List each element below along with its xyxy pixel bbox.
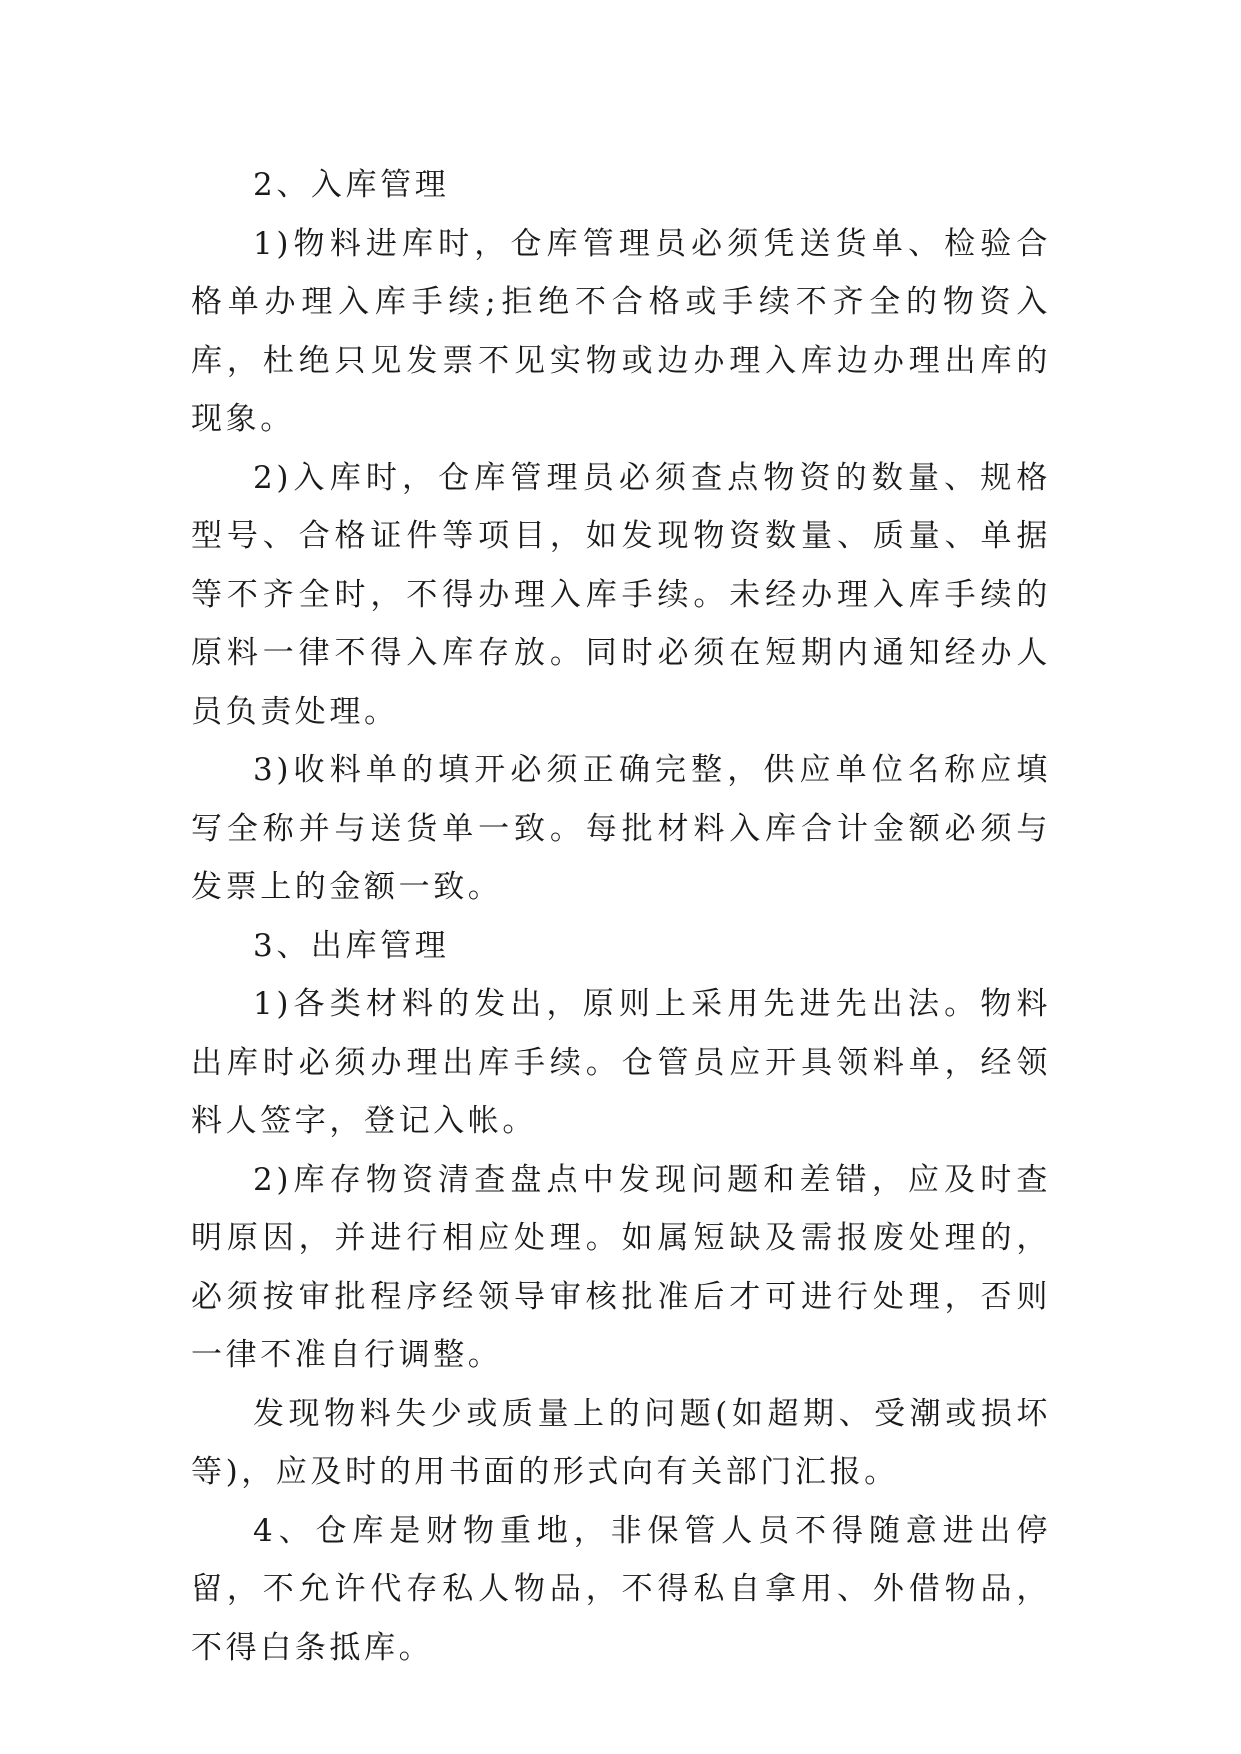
section-heading-outbound: 3、出库管理 [253, 927, 450, 964]
paragraph-inbound-1: 1)物料进库时，仓库管理员必须凭送货单、检验合格单办理入库手续;拒绝不合格或手续不齐全的物资入库，杜绝只见发票不见实物或边办理入库边办理出库的现象。 [191, 225, 1051, 437]
paragraph-warehouse-rules: 4、仓库是财物重地，非保管人员不得随意进出停留，不允许代存私人物品，不得私自拿用、外借物品，不得白条抵库。 [191, 1512, 1051, 1666]
paragraph-outbound-3: 发现物料失少或质量上的问题(如超期、受潮或损坏等)，应及时的用书面的形式向有关部门汇报。 [191, 1395, 1051, 1490]
paragraph-outbound-1: 1)各类材料的发出，原则上采用先进先出法。物料出库时必须办理出库手续。仓管员应开具领料单，经领料人签字，登记入帐。 [191, 986, 1051, 1139]
section-heading-inbound: 2、入库管理 [253, 167, 450, 203]
paragraph-outbound-2: 2)库存物资清查盘点中发现问题和差错，应及时查明原因，并进行相应处理。如属短缺及需报废处理的，必须按审批程序经领导审核批准后才可进行处理，否则一律不准自行调整。 [191, 1161, 1051, 1373]
paragraph-inbound-3: 3)收料单的填开必须正确完整，供应单位名称应填写全称并与送货单一致。每批材料入库合计金额必须与发票上的金额一致。 [191, 752, 1051, 905]
document-body [191, 156, 1051, 1677]
paragraph-inbound-2: 2)入库时，仓库管理员必须查点物资的数量、规格型号、合格证件等项目，如发现物资数量、质量、单据等不齐全时，不得办理入库手续。未经办理入库手续的原料一律不得入库存放。同时必须在短期内通知经办人员负责处理。 [191, 459, 1051, 730]
